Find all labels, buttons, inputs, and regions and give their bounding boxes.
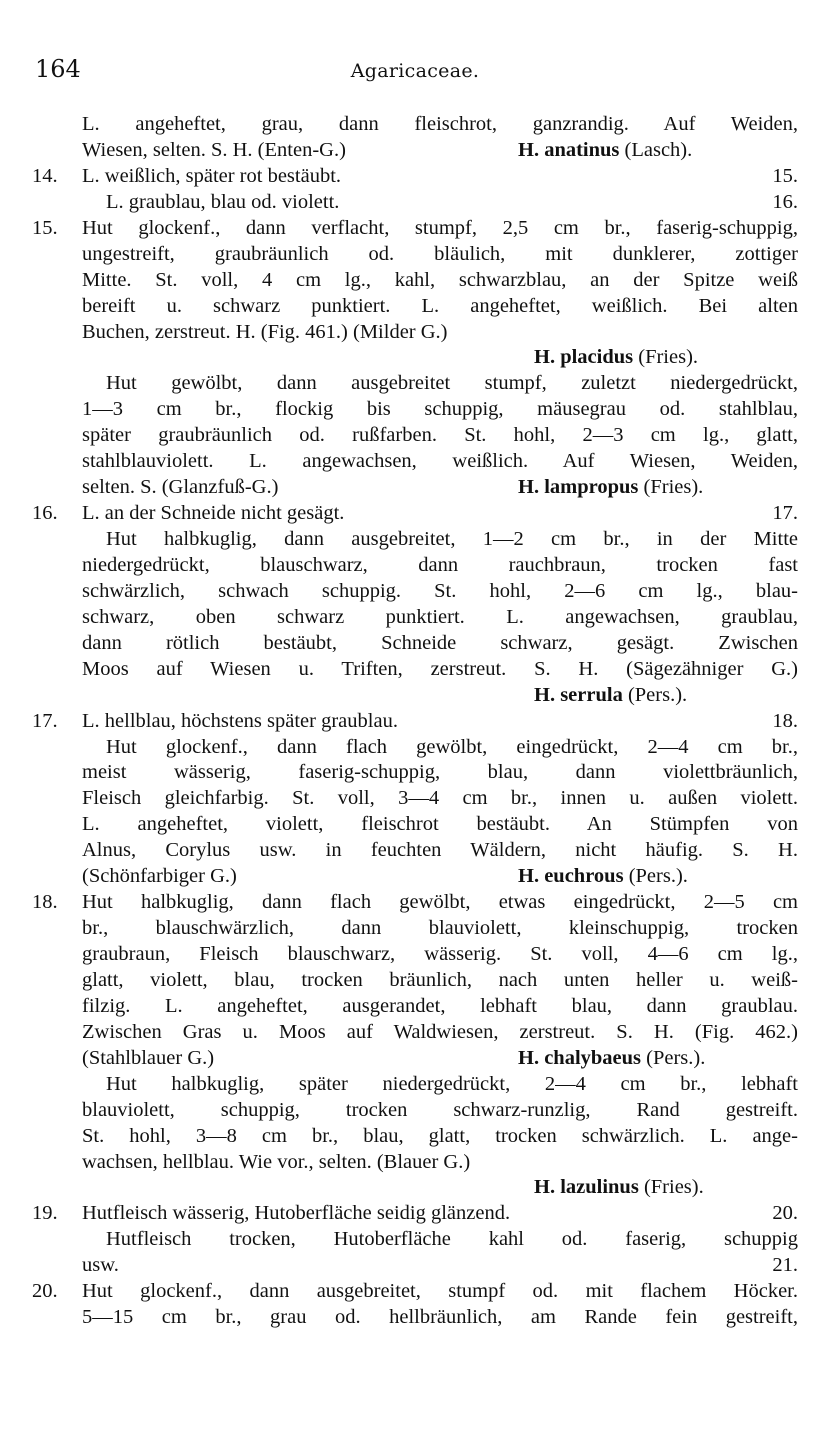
line-text: Fleisch gleichfarbig. St. voll, 3—4 cm br., innen u. außen violett. — [82, 787, 798, 810]
line-text: schwarz, oben schwarz punktiert. L. angewachsen, graublau, — [82, 605, 798, 628]
line-text: Hut halbkuglig, dann flach gewölbt, etwas eingedrückt, 2—5 cm — [82, 891, 798, 914]
species-epithet: H. euchrous — [518, 865, 624, 888]
line-text: 5—15 cm br., grau od. hellbräunlich, am Rande fein gestreift, — [82, 1306, 798, 1329]
line-text: L. angeheftet, violett, fleischrot bestäubt. An Stümpfen von — [82, 813, 798, 836]
species-author: (Fries). — [643, 476, 704, 499]
identification-key-text — [32, 112, 798, 1331]
key-line — [82, 397, 798, 423]
line-text: Hut gewölbt, dann ausgebreitet stumpf, zuletzt niedergedrückt, — [106, 372, 798, 395]
line-text: selten. S. (Glanzfuß-G.) — [82, 476, 279, 499]
couplet-number: 15. — [32, 216, 58, 239]
line-text: (Stahlblauer G.) — [82, 1046, 215, 1069]
line-text: Hut glockenf., dann verflacht, stumpf, 2,5 cm br., faserig-schuppig, — [82, 216, 798, 239]
line-text: Alnus, Corylus usw. in feuchten Wäldern, nicht häufig. S. H. — [82, 839, 798, 862]
species-author: (Pers.). — [627, 683, 688, 706]
species-name — [534, 683, 687, 709]
key-line — [32, 1279, 798, 1305]
key-line — [82, 1020, 798, 1046]
key-line — [32, 501, 798, 527]
key-line — [82, 786, 798, 812]
species-author: (Fries). — [638, 346, 699, 369]
species-name — [534, 345, 698, 371]
key-line — [82, 968, 798, 994]
key-line — [82, 1098, 798, 1124]
key-line — [82, 1227, 798, 1253]
species-epithet: H. serrula — [534, 683, 623, 706]
key-line — [32, 164, 798, 190]
line-text: Wiesen, selten. S. H. (Enten-G.) — [82, 138, 346, 161]
couplet-number: 14. — [32, 164, 58, 187]
line-text: meist wässerig, faserig-schuppig, blau, dann violettbräunlich, — [82, 761, 798, 784]
key-line — [82, 553, 798, 579]
key-line — [82, 1305, 798, 1331]
species-author: (Pers.). — [628, 865, 688, 888]
key-line — [82, 683, 798, 709]
line-text: Hut glockenf., dann ausgebreitet, stumpf od. mit flachem Höcker. — [82, 1280, 798, 1303]
key-line — [32, 1201, 798, 1227]
line-text: Hut halbkuglig, dann ausgebreitet, 1—2 cm br., in der Mitte — [106, 528, 798, 550]
line-text: Hutfleisch trocken, Hutoberfläche kahl od. faserig, schuppig — [106, 1228, 798, 1251]
line-text: L. angeheftet, grau, dann fleischrot, ganzrandig. Auf Weiden, — [82, 113, 798, 135]
species-epithet: H. lampropus — [518, 476, 639, 499]
line-text: niedergedrückt, blauschwarz, dann rauchbraun, trocken fast — [82, 553, 798, 576]
line-text: Buchen, zerstreut. H. (Fig. 461.) (Milder G.) — [82, 320, 448, 343]
line-text: dann rötlich bestäubt, Schneide schwarz, gesägt. Zwischen — [82, 631, 798, 654]
line-text: Hut glockenf., dann flach gewölbt, eingedrückt, 2—4 cm br., — [106, 735, 798, 758]
page-number: 164 — [35, 55, 81, 83]
line-text: glatt, violett, blau, trocken bräunlich, nach unten heller u. weiß- — [82, 968, 798, 991]
key-line — [82, 527, 798, 553]
line-text: usw. — [82, 1254, 119, 1277]
page-header — [0, 52, 830, 86]
key-line — [32, 890, 798, 916]
species-name — [518, 1046, 705, 1072]
line-text: Moos auf Wiesen u. Triften, zerstreut. S. H. (Sägezähniger G.) — [82, 657, 798, 680]
key-line — [82, 579, 798, 605]
key-line — [82, 1253, 798, 1279]
key-line — [82, 268, 798, 294]
key-line — [82, 812, 798, 838]
key-line — [82, 138, 798, 164]
couplet-number: 20. — [32, 1280, 58, 1303]
line-text: (Schönfarbiger G.) — [82, 865, 237, 888]
running-head: Agaricaceae. — [350, 60, 480, 82]
key-line — [82, 294, 798, 320]
line-text: wachsen, hellblau. Wie vor., selten. (Blauer G.) — [82, 1150, 471, 1173]
couplet-number: 16. — [32, 502, 58, 525]
key-line — [82, 942, 798, 968]
line-text: stahlblauviolett. L. angewachsen, weißlich. Auf Wiesen, Weiden, — [82, 450, 798, 473]
line-text: Hutfleisch wässerig, Hutoberfläche seidig glänzend. — [82, 1202, 511, 1225]
key-line — [32, 216, 798, 242]
species-author: (Fries). — [643, 1176, 704, 1199]
line-text: graubraun, Fleisch blauschwarz, wässerig. St. voll, 4—6 cm lg., — [82, 943, 798, 965]
couplet-number: 17. — [32, 709, 58, 732]
key-line — [82, 631, 798, 657]
species-author: (Lasch). — [624, 138, 693, 161]
species-epithet: H. placidus — [534, 346, 634, 369]
line-text: bereift u. schwarz punktiert. L. angeheftet, weißlich. Bei alten — [82, 294, 798, 317]
couplet-lead-number: 15. — [772, 164, 798, 187]
key-line — [82, 838, 798, 864]
key-line — [82, 657, 798, 683]
key-line — [82, 371, 798, 397]
species-name — [534, 1175, 704, 1201]
species-epithet: H. chalybaeus — [518, 1046, 642, 1069]
couplet-lead-number: 21. — [772, 1254, 798, 1277]
key-line — [82, 320, 798, 346]
species-author: (Pers.). — [646, 1046, 706, 1069]
line-text: L. weißlich, später rot bestäubt. — [82, 164, 342, 187]
key-line — [82, 423, 798, 449]
key-line — [82, 1175, 798, 1201]
species-epithet: H. anatinus — [518, 138, 620, 161]
couplet-lead-number: 20. — [772, 1202, 798, 1225]
line-text: Hut halbkuglig, später niedergedrückt, 2—4 cm br., lebhaft — [106, 1072, 798, 1095]
couplet-lead-number: 17. — [772, 502, 798, 525]
line-text: schwärzlich, schwach schuppig. St. hohl, 2—6 cm lg., blau- — [82, 579, 798, 602]
key-line — [82, 760, 798, 786]
key-line — [82, 864, 798, 890]
species-name — [518, 864, 688, 890]
species-epithet: H. lazulinus — [534, 1176, 639, 1199]
key-line — [82, 916, 798, 942]
couplet-lead-number: 18. — [772, 709, 798, 732]
key-line — [82, 190, 798, 216]
key-line — [82, 1150, 798, 1176]
line-text: St. hohl, 3—8 cm br., blau, glatt, trocken schwärzlich. L. ange- — [82, 1124, 798, 1147]
line-text: L. an der Schneide nicht gesägt. — [82, 502, 345, 525]
line-text: br., blauschwärzlich, dann blauviolett, kleinschuppig, trocken — [82, 917, 798, 940]
line-text: 1—3 cm br., flockig bis schuppig, mäusegrau od. stahlblau, — [82, 398, 798, 421]
key-line — [82, 1046, 798, 1072]
species-name — [518, 475, 703, 501]
key-line — [82, 605, 798, 631]
line-text: später graubräunlich od. rußfarben. St. hohl, 2—3 cm lg., glatt, — [82, 424, 798, 447]
key-line — [82, 735, 798, 761]
line-text: blauviolett, schuppig, trocken schwarz-runzlig, Rand gestreift. — [82, 1098, 798, 1121]
line-text: Zwischen Gras u. Moos auf Waldwiesen, zerstreut. S. H. (Fig. 462.) — [82, 1020, 798, 1043]
key-line — [82, 475, 798, 501]
key-line — [32, 709, 798, 735]
line-text: L. graublau, blau od. violett. — [106, 190, 340, 213]
key-line — [82, 345, 798, 371]
species-name — [518, 138, 692, 164]
couplet-number: 19. — [32, 1202, 58, 1225]
line-text: ungestreift, graubräunlich od. bläulich, mit dunklerer, zottiger — [82, 242, 798, 265]
key-line — [82, 242, 798, 268]
line-text: Mitte. St. voll, 4 cm lg., kahl, schwarzblau, an der Spitze weiß — [82, 268, 798, 291]
key-line — [82, 1072, 798, 1098]
couplet-number: 18. — [32, 891, 58, 914]
couplet-lead-number: 16. — [772, 190, 798, 213]
key-line — [82, 112, 798, 138]
key-line — [82, 1124, 798, 1150]
key-line — [82, 994, 798, 1020]
line-text: L. hellblau, höchstens später graublau. — [82, 709, 398, 732]
key-line — [82, 449, 798, 475]
line-text: filzig. L. angeheftet, ausgerandet, lebhaft blau, dann graublau. — [82, 994, 798, 1017]
